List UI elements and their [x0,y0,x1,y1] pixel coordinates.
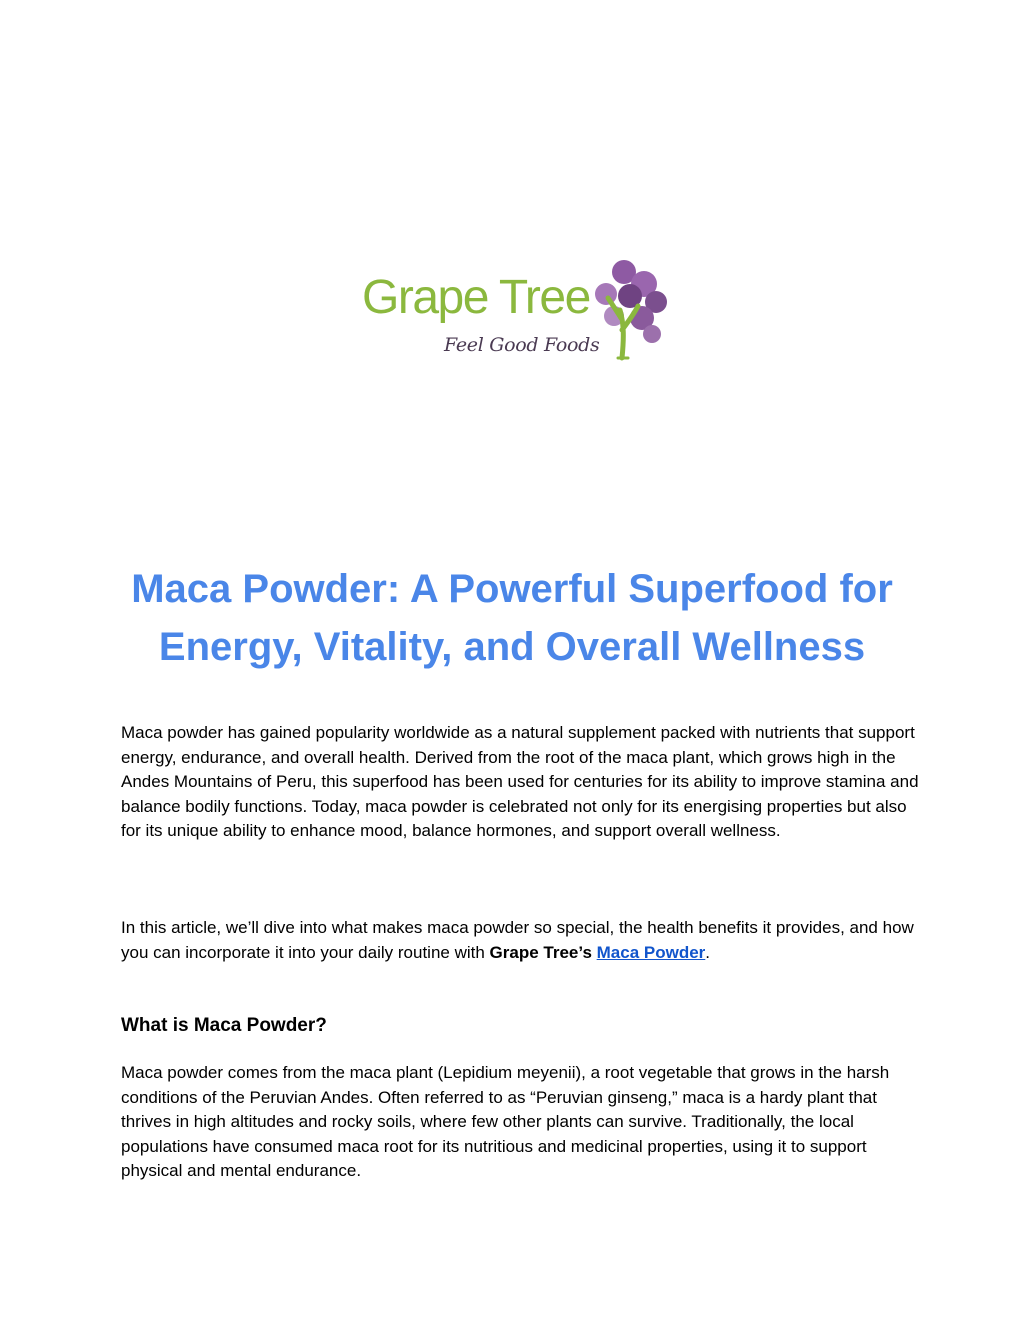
grape-tree-logo [358,256,668,366]
section-heading: What is Maca Powder? [121,1015,327,1036]
section-paragraph: Maca powder comes from the maca plant (Lepidium meyenii), a root vegetable that grows in the harsh conditions of the Peruvian Andes. Often referred to as “Peruvian ginseng,” maca is a hardy plant that thrives in high altitudes and rocky soils, where few other plants can survive. Traditionally, the local populations have consumed maca root for its nutritious and medicinal properties, using it to support physical and mental endurance. [121,1063,890,1180]
logo-brand-text: Grape Tree [362,271,590,324]
overview-text: In this article, we’ll dive into what makes maca powder so special, the health benefits it provides, and how you can incorporate it into your daily routine with [121,918,914,962]
intro-paragraph: Maca powder has gained popularity worldwide as a natural supplement packed with nutrients that support energy, endurance, and overall health. Derived from the root of the maca plant, which grows high in the Andes Mountains of Peru, this superfood has been used for centuries for its ability to improve stamina and balance bodily functions. Today, maca powder is celebrated not only for its energising properties but also for its unique ability to enhance mood, balance hormones, and support overall wellness. [121,723,919,840]
overview-end: . [705,942,711,962]
maca-powder-link[interactable]: Maca Powder [596,942,706,962]
article-overview-paragraph [121,916,921,965]
article-title: Maca Powder: A Powerful Superfood for Energy, Vitality, and Overall Wellness [131,567,893,669]
logo-tagline: Feel Good Foods [444,334,600,356]
grape-tree-icon [594,258,668,362]
brand-bold-text: Grape Tree’s [489,942,592,962]
